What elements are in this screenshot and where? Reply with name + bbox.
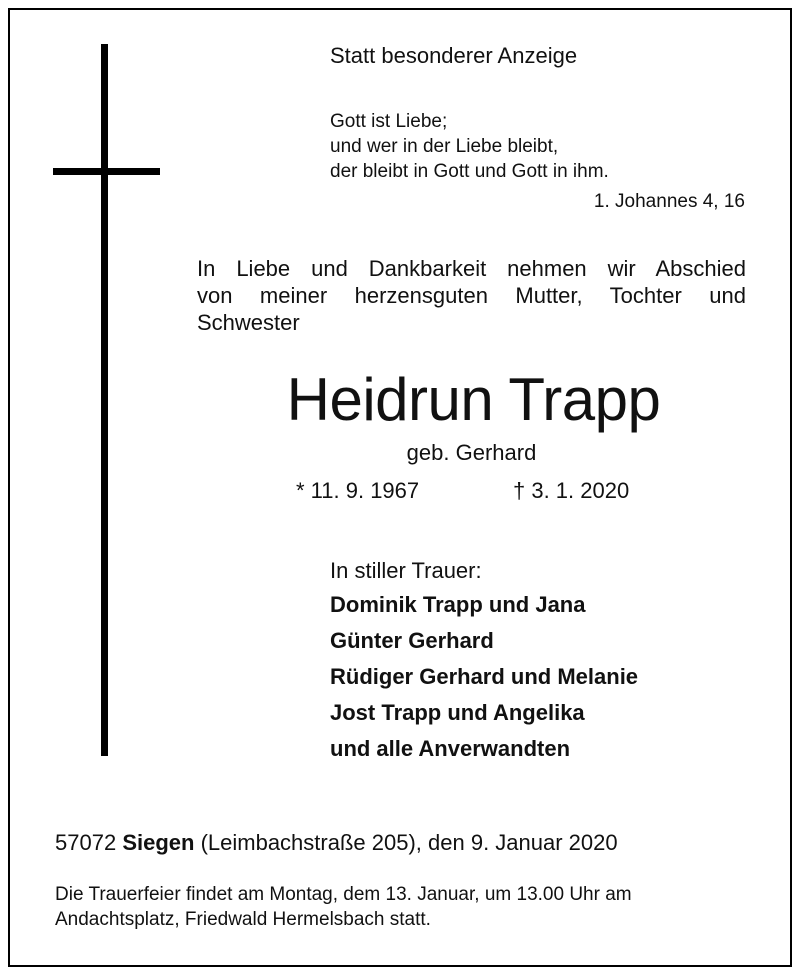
- mourner-name: Rüdiger Gerhard und Melanie: [330, 664, 639, 689]
- bible-verse: [330, 109, 609, 184]
- verse-line: der bleibt in Gott und Gott in ihm.: [330, 161, 609, 182]
- deceased-name: Heidrun Trapp: [286, 366, 661, 433]
- birth-date: * 11. 9. 1967: [296, 478, 420, 503]
- service-line: Die Trauerfeier findet am Montag, dem 13. Januar, um 13.00 Uhr am: [55, 884, 632, 905]
- funeral-service-info: [55, 882, 755, 932]
- farewell-line: In Liebe und Dankbarkeit nehmen wir Abschied: [197, 256, 746, 281]
- farewell-text: [197, 255, 746, 336]
- place-and-date: [55, 830, 618, 856]
- cross-vertical-bar: [101, 44, 108, 756]
- city: Siegen: [122, 830, 195, 855]
- verse-reference: 1. Johannes 4, 16: [593, 191, 745, 212]
- mourner-name: Dominik Trapp und Jana: [330, 592, 586, 617]
- mourner-name: und alle Anverwandten: [330, 736, 571, 761]
- verse-line: Gott ist Liebe;: [330, 111, 448, 132]
- death-date: † 3. 1. 2020: [513, 478, 630, 503]
- verse-line: und wer in der Liebe bleibt,: [330, 136, 559, 157]
- mourner-name: Jost Trapp und Angelika: [330, 700, 585, 725]
- notice-header: Statt besonderer Anzeige: [330, 43, 578, 68]
- maiden-name: geb. Gerhard: [406, 440, 537, 465]
- farewell-line: von meiner herzensguten Mutter, Tochter und: [197, 283, 746, 308]
- mourners-label: In stiller Trauer:: [330, 558, 482, 583]
- mourner-name: Günter Gerhard: [330, 628, 494, 653]
- farewell-line: Schwester: [197, 310, 300, 335]
- postcode: 57072: [55, 830, 117, 855]
- service-line: Andachtsplatz, Friedwald Hermelsbach statt.: [55, 909, 431, 930]
- address-and-date: (Leimbachstraße 205), den 9. Januar 2020: [200, 830, 618, 855]
- mourners-list: [330, 590, 638, 770]
- cross-horizontal-bar: [53, 168, 160, 175]
